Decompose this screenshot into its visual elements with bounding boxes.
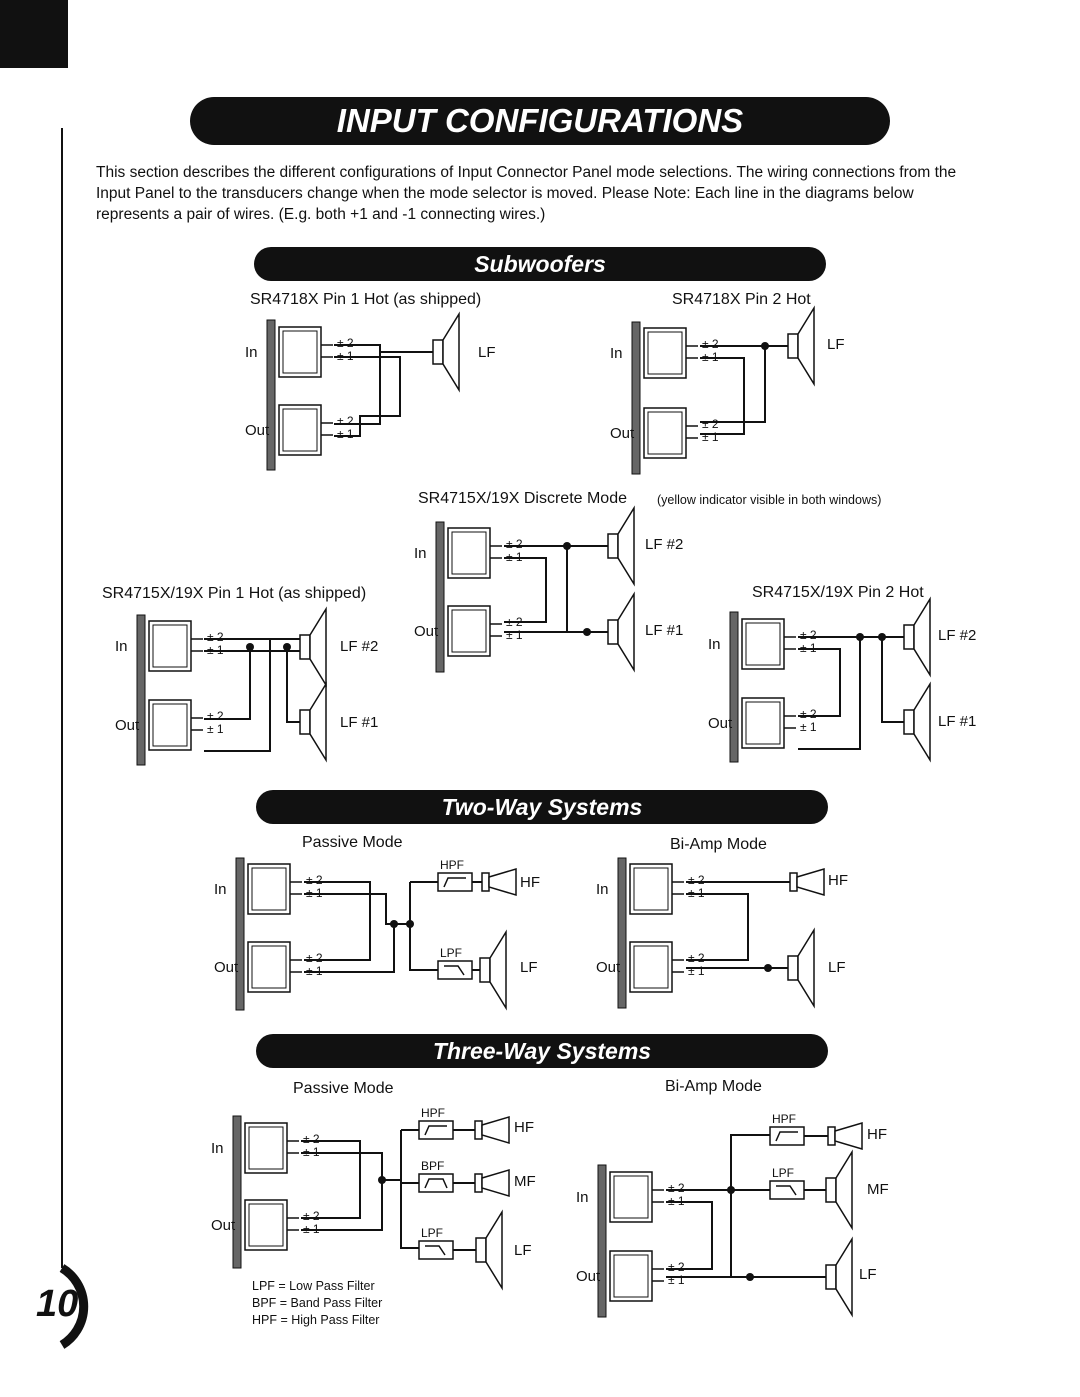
xlr-connector	[742, 698, 796, 748]
lf-label: LF	[859, 1266, 877, 1283]
pin1-label: ± 1	[337, 349, 354, 363]
pin2-label: ± 2	[688, 951, 705, 965]
lf-label: LF	[514, 1242, 532, 1259]
lpf-label: LPF	[440, 946, 463, 960]
wire	[287, 647, 300, 722]
speaker-icon	[904, 684, 930, 760]
xlr-connector	[630, 942, 684, 992]
input-panel-bar	[632, 322, 640, 474]
pin1-label: ± 1	[702, 430, 719, 444]
hf-horn-icon	[828, 1123, 862, 1149]
pin2-label: ± 2	[668, 1260, 685, 1274]
pin1-label: ± 1	[207, 722, 224, 736]
wire	[504, 558, 546, 622]
pin2-label: ± 2	[506, 615, 523, 629]
speaker-icon	[608, 508, 634, 584]
out-label: Out	[576, 1268, 601, 1285]
pin1-label: ± 1	[506, 628, 523, 642]
pin1-label: ± 1	[668, 1273, 685, 1287]
lpf-label: LPF	[421, 1226, 444, 1240]
input-panel-bar	[137, 615, 145, 765]
hf-horn-icon	[482, 869, 516, 895]
xlr-connector	[644, 408, 698, 458]
out-label: Out	[708, 715, 733, 732]
out-label: Out	[596, 959, 621, 976]
intro-paragraph: This section describes the different configurations of Input Connector Panel mode selections. The wiring connections from the Input Panel to the transducers change when the mode selector is moved. Please Note: Each line in the diagrams below represents a pair of wires. (E.g. both +1 and -1 connecting wires.)	[96, 164, 957, 223]
pin1-label: ± 1	[303, 1222, 320, 1236]
hpf-filter-icon	[438, 873, 472, 891]
wire	[798, 649, 840, 716]
pin1-label: ± 1	[306, 964, 323, 978]
lf-label: LF	[828, 959, 846, 976]
pin1-label: ± 1	[337, 427, 354, 441]
speaker-icon	[904, 599, 930, 675]
legend-hpf: HPF = High Pass Filter	[252, 1313, 380, 1327]
out-label: Out	[414, 623, 439, 640]
logo-subtext: PROFESSIONAL	[506, 1387, 574, 1394]
wire	[666, 1202, 712, 1269]
page-title: INPUT CONFIGURATIONS	[190, 97, 890, 145]
wire	[882, 637, 904, 722]
lpf-label: LPF	[772, 1166, 795, 1180]
input-panel-bar	[267, 320, 275, 470]
input-panel-bar	[618, 858, 626, 1008]
page-number: 10	[36, 1283, 79, 1325]
input-panel-bar	[236, 858, 244, 1010]
caption-three-way-biamp: Bi-Amp Mode	[665, 1078, 762, 1095]
in-label: In	[596, 881, 609, 898]
speaker-icon	[788, 308, 814, 384]
junction-dot	[764, 964, 772, 972]
pin2-label: ± 2	[337, 414, 354, 428]
lf2-label: LF #2	[645, 536, 684, 553]
caption-discrete-note: (yellow indicator visible in both windows)	[657, 493, 882, 507]
pin2-label: ± 2	[668, 1181, 685, 1195]
input-panel-bar	[436, 522, 444, 672]
xlr-connector	[248, 864, 302, 914]
pin2-label: ± 2	[207, 630, 224, 644]
lf2-label: LF #2	[340, 638, 379, 655]
wire	[731, 1135, 770, 1190]
pin1-label: ± 1	[800, 641, 817, 655]
hpf-label: HPF	[421, 1106, 445, 1120]
hf-horn-icon	[790, 869, 824, 895]
pin2-label: ± 2	[306, 873, 323, 887]
speaker-icon	[826, 1239, 852, 1315]
out-label: Out	[211, 1217, 236, 1234]
bpf-label: BPF	[421, 1159, 445, 1173]
xlr-connector	[610, 1172, 664, 1222]
pin1-label: ± 1	[688, 964, 705, 978]
xlr-connector	[279, 327, 333, 377]
pin2-label: ± 2	[506, 537, 523, 551]
in-label: In	[245, 344, 258, 361]
hpf-label: HPF	[772, 1112, 796, 1126]
junction-dot	[583, 628, 591, 636]
in-label: In	[214, 881, 227, 898]
pin2-label: ± 2	[306, 951, 323, 965]
in-label: In	[610, 345, 623, 362]
caption-three-way-passive: Passive Mode	[293, 1080, 394, 1097]
pin1-label: ± 1	[668, 1194, 685, 1208]
lf-label: LF	[478, 344, 496, 361]
xlr-connector	[279, 405, 333, 455]
lpf-filter-icon	[438, 961, 472, 979]
caption-sr4715x-pin2: SR4715X/19X Pin 2 Hot	[752, 584, 924, 601]
lf1-label: LF #1	[938, 713, 977, 730]
xlr-connector	[448, 528, 502, 578]
lf-label: LF	[827, 336, 845, 353]
pin2-label: ± 2	[702, 337, 719, 351]
pin1-label: ± 1	[306, 886, 323, 900]
section-three-way: Three-Way Systems	[256, 1034, 828, 1068]
out-label: Out	[610, 425, 635, 442]
caption-two-way-passive: Passive Mode	[302, 834, 403, 851]
pin2-label: ± 2	[800, 707, 817, 721]
filter-legend	[252, 1278, 382, 1329]
logo-brand: UBL	[510, 12, 570, 42]
wire	[401, 1130, 419, 1248]
input-panel-bar	[730, 612, 738, 762]
section-subwoofers: Subwoofers	[254, 247, 826, 281]
lpf-filter-icon	[770, 1181, 804, 1199]
hpf-filter-icon	[770, 1127, 804, 1145]
hf-label: HF	[514, 1119, 534, 1136]
speaker-icon	[480, 932, 506, 1008]
lf-label: LF	[520, 959, 538, 976]
caption-sr4715x-discrete: SR4715X/19X Discrete Mode	[418, 490, 627, 507]
pin1-label: ± 1	[303, 1145, 320, 1159]
mf-label: MF	[514, 1173, 536, 1190]
pin2-label: ± 2	[337, 336, 354, 350]
speaker-icon	[788, 930, 814, 1006]
pin2-label: ± 2	[303, 1132, 320, 1146]
hf-horn-icon	[475, 1117, 509, 1143]
input-panel-bar	[598, 1165, 606, 1317]
xlr-connector	[245, 1123, 299, 1173]
section-two-way: Two-Way Systems	[256, 790, 828, 824]
legend-bpf: BPF = Band Pass Filter	[252, 1296, 383, 1310]
speaker-icon	[300, 609, 326, 685]
wire	[410, 882, 438, 970]
lpf-filter-icon	[419, 1241, 453, 1259]
xlr-connector	[448, 606, 502, 656]
speaker-icon	[300, 684, 326, 760]
in-label: In	[211, 1140, 224, 1157]
lf1-label: LF #1	[340, 714, 379, 731]
in-label: In	[576, 1189, 589, 1206]
xlr-connector	[644, 328, 698, 378]
xlr-connector	[630, 864, 684, 914]
hf-label: HF	[828, 872, 848, 889]
hf-horn-icon	[475, 1170, 509, 1196]
pin1-label: ± 1	[702, 350, 719, 364]
pin2-label: ± 2	[702, 417, 719, 431]
lf1-label: LF #1	[645, 622, 684, 639]
out-label: Out	[214, 959, 239, 976]
in-label: In	[115, 638, 128, 655]
pin1-label: ± 1	[688, 886, 705, 900]
caption-sr4718x-pin2: SR4718X Pin 2 Hot	[672, 291, 811, 308]
bpf-filter-icon	[419, 1174, 453, 1192]
caption-sr4718x-pin1: SR4718X Pin 1 Hot (as shipped)	[250, 291, 482, 308]
hpf-label: HPF	[440, 858, 464, 872]
pin1-label: ± 1	[207, 643, 224, 657]
hf-label: HF	[867, 1126, 887, 1143]
lf2-label: LF #2	[938, 627, 977, 644]
pin2-label: ± 2	[303, 1209, 320, 1223]
xlr-connector	[149, 621, 203, 671]
hf-label: HF	[520, 874, 540, 891]
pin2-label: ± 2	[688, 873, 705, 887]
xlr-connector	[248, 942, 302, 992]
in-label: In	[708, 636, 721, 653]
xlr-connector	[742, 619, 796, 669]
junction-dot	[746, 1273, 754, 1281]
caption-two-way-biamp: Bi-Amp Mode	[670, 836, 767, 853]
xlr-connector	[610, 1251, 664, 1301]
mf-label: MF	[867, 1181, 889, 1198]
speaker-icon	[476, 1212, 502, 1288]
xlr-connector	[149, 700, 203, 750]
hpf-filter-icon	[419, 1121, 453, 1139]
speaker-icon	[826, 1152, 852, 1228]
in-label: In	[414, 545, 427, 562]
pin2-label: ± 2	[800, 628, 817, 642]
speaker-icon	[433, 314, 459, 390]
pin2-label: ± 2	[207, 709, 224, 723]
out-label: Out	[245, 422, 270, 439]
pin1-label: ± 1	[506, 550, 523, 564]
xlr-connector	[245, 1200, 299, 1250]
legend-lpf: LPF = Low Pass Filter	[252, 1279, 375, 1293]
pin1-label: ± 1	[800, 720, 817, 734]
input-panel-bar	[233, 1116, 241, 1268]
speaker-icon	[608, 594, 634, 670]
out-label: Out	[115, 717, 140, 734]
caption-sr4715x-pin1: SR4715X/19X Pin 1 Hot (as shipped)	[102, 585, 367, 602]
